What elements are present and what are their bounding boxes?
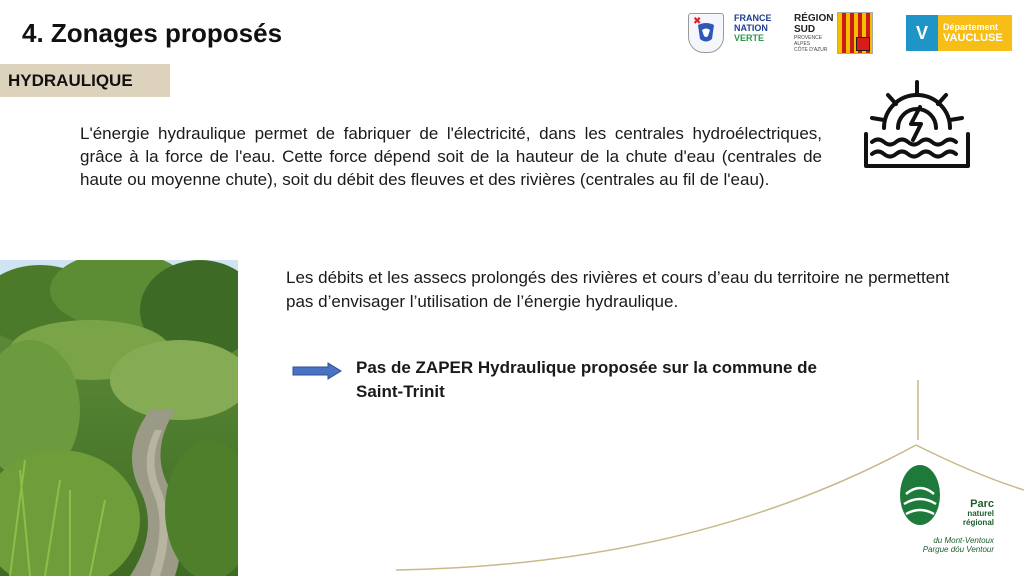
fnv-line2: NATION (734, 23, 768, 33)
region-small2: ALPES (794, 41, 811, 47)
vaucluse-line2: VAUCLUSE (943, 32, 1003, 44)
arrow-right-icon (292, 362, 342, 380)
detail-paragraph: Les débits et les assecs prolongés des rivières et cours d’eau du territoire ne permettent pas d’envisager l’utilisation de l’énergie hydraulique. (286, 268, 950, 311)
region-small3: CÔTE D'AZUR (794, 47, 828, 53)
section-tag (0, 64, 170, 97)
conclusion-text: Pas de ZAPER Hydraulique proposée sur la commune de Saint-Trinit (356, 358, 818, 401)
commune-coat-of-arms-logo (688, 13, 724, 53)
parc-subtitle (902, 536, 994, 554)
parc-line3: régional (962, 518, 994, 527)
region-line2: SUD (794, 24, 816, 35)
parc-line2: naturel (967, 509, 994, 518)
parc-line1: Parc (970, 498, 994, 510)
vaucluse-line1: Département (943, 22, 999, 32)
region-sud-logo (794, 11, 884, 55)
region-line1: RÉGION (794, 13, 834, 24)
region-flag-icon (837, 12, 873, 54)
fnv-line3: VERTE (734, 33, 765, 43)
hydropower-waterwheel-icon (858, 78, 976, 172)
partner-logos (688, 10, 1012, 56)
fnv-line1: FRANCE (734, 13, 772, 23)
page-title: 4. Zonages proposés (22, 18, 283, 48)
vaucluse-logo (906, 15, 1012, 51)
parc-name (928, 500, 994, 527)
river-photo (0, 260, 238, 576)
region-small1: PROVENCE (794, 35, 823, 41)
section-tag-label: HYDRAULIQUE (8, 70, 133, 90)
france-nation-verte-logo (734, 13, 784, 53)
cross-icon: ✖ (693, 16, 702, 27)
intro-paragraph: L'énergie hydraulique permet de fabriquer de l'électricité, dans les centrales hydroélectriques, grâce à la force de l'eau. Cette force dépend soit de la hauteur de la chute d'eau (centrales de haute ou moyenne chute), soit du débit des fleuves et des rivières (centrales au fil de l'eau). (80, 124, 822, 189)
parc-line5: Pargue dóu Ventour (922, 545, 994, 554)
vaucluse-v-icon: V (906, 15, 938, 51)
parc-line4: du Mont-Ventoux (933, 536, 994, 545)
